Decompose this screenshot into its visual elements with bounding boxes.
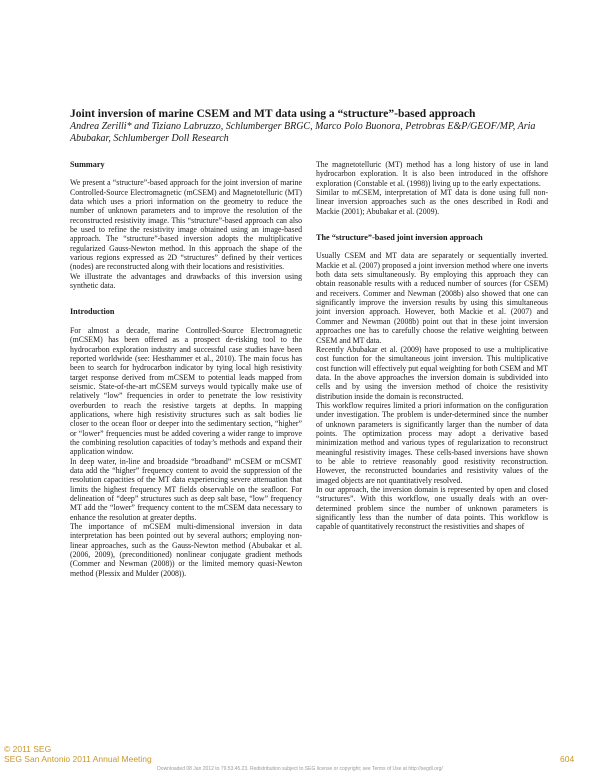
introduction-paragraph-3: The importance of mCSEM multi-dimensional inversion in data interpretation has been pointed out by several authors; employing non-linear approaches, such as the Gauss-Newton method (Abubakar et al. (2006, 2009), (preconditioned) nonlinear conjugate gradient methods (Commer and Newman (2008)) or the limited memory quasi-Newton method (Plessix and Mulder (2008)). bbox=[70, 522, 302, 578]
structure-paragraph-4: In our approach, the inversion domain is represented by open and closed “structures”. With this workflow, one usually deals with an over-determined problem since the number of unknown parameters is significantly less than the number of data points. This workflow is capable of quantitatively reconstruct the resistivities and shapes of bbox=[316, 485, 548, 532]
meeting-name: SEG San Antonio 2011 Annual Meeting bbox=[4, 754, 152, 764]
page-number: 604 bbox=[560, 754, 575, 764]
introduction-paragraph-5: Similar to mCSEM, interpretation of MT data is done using full non-linear inversion approaches such as the ones described in Rodi and Mackie (2001); Abubakar et al. (2009). bbox=[316, 188, 548, 216]
structure-paragraph-3: This workflow requires limited a priori information on the configuration under investigation. The problem is under-determined since the number of unknown parameters is significantly larger than the number of data points. The optimization process may adopt a derivative based minimization method and various types of regularization to reconstruct meaningful resistivity images. These cells-based inversions have shown to be able to retrieve reasonably good resistivity reconstruction. However, the reconstructed boundaries and resistivity values of the imaged objects are not quantitatively resolved. bbox=[316, 400, 548, 485]
summary-paragraph-1: We present a “structure”-based approach for the joint inversion of marine Controlled-Source Electromagnetic (mCSEM) and Magnetotelluric (MT) data which uses a priori information on the geometry to reduce the number of unknown parameters and to improve the resolution of the reconstructed resistivity image. This “structure”-based approach can also be used to refine the resistivity image obtained using an image-based approach. The “structure”-based inversion adopts the multiplicative regularized Gauss-Newton method. In this approach the shape of the various regions expressed as 2D “structures” defined by their vertices (nodes) are reconstructed along with their locations and resistivities. bbox=[70, 178, 302, 272]
right-column bbox=[316, 160, 548, 532]
summary-paragraph-2: We illustrate the advantages and drawbacks of this inversion using synthetic data. bbox=[70, 271, 302, 291]
left-column bbox=[70, 160, 302, 578]
structure-section-heading: The “structure”-based joint inversion approach bbox=[316, 233, 483, 243]
introduction-paragraph-4: The magnetotelluric (MT) method has a long history of use in land hydrocarbon exploration. It is also been introduced in the offshore exploration (Constable et al. (1998)) living up to the early expectations. bbox=[316, 160, 548, 188]
introduction-paragraph-1: For almost a decade, marine Controlled-Source Electromagnetic (mCSEM) has been offered as a prospect de-risking tool to the hydrocarbon exploration industry and successful case studies have been reported worldwide (see: Hesthammer et al., 2010). The main focus has been to search for hydrocarbon indicator by tying local high resistivity target response derived from mCSEM to potential leads mapped from seismic. State-of-the-art mCSEM surveys would typically make use of relatively “low” frequencies in order to penetrate the low resistivity overburden to reach the resistive targets at depths. In mapping applications, where high resistivity structures such as salt bodies lie closer to the ocean floor or deeper into the sedimentary section, “higher” or “lower” frequencies must be added covering a wider range to improve the combining resolution capacities of today’s methods and expand their application window. bbox=[70, 325, 302, 457]
structure-paragraph-1: Usually CSEM and MT data are separately or sequentially inverted. Mackie et al. (2007) proposed a joint inversion method where one inverts both data sets simultaneously. By employing this approach they can obtain reasonable results with a reduced number of sources (for CSEM) and receivers. Commer and Newman (2008b) also showed that one can significantly improve the inversion results by using this simultaneous joint inversion approach. However, both Mackie et al. (2007) and Commer and Newman (2008b) point out that in these joint inversion approaches one has to carefully choose the relative weighting between CSEM and MT data. bbox=[316, 251, 548, 345]
paper-title: Joint inversion of marine CSEM and MT data using a “structure”-based approach bbox=[70, 108, 476, 120]
structure-paragraph-2: Recently Abubakar et al. (2009) have proposed to use a multiplicative cost function for the simultaneous joint inversion. This multiplicative cost function will effectively put equal weighting for both CSEM and MT data. In the above approaches the inversion domain is subdivided into cells and by using the inversion method of choice the resistivity distribution inside the domain is reconstructed. bbox=[316, 344, 548, 401]
summary-heading: Summary bbox=[70, 160, 105, 169]
copyright-notice: © 2011 SEG bbox=[4, 744, 52, 754]
introduction-heading: Introduction bbox=[70, 307, 115, 317]
page-footer bbox=[4, 744, 152, 764]
author-list: Andrea Zerilli* and Tiziano Labruzzo, Schlumberger BRGC, Marco Polo Buonora, Petrobras E&P/GEOF/MP, Aria Abubakar, Schlumberger Doll Research bbox=[70, 121, 536, 144]
download-notice: Downloaded 08 Jan 2012 to 79.53.45.23. Redistribution subject to SEG license or copyright; see Terms of Use at http://segdl.org/ bbox=[157, 766, 443, 772]
introduction-paragraph-2: In deep water, in-line and broadside “broadband” mCSEM or mCSMT data add the “higher” frequency content to avoid the suppression of the resolution capacities of the MT data experiencing severe attenuation that limits the highest frequency MT fields observable on the seafloor. For delineation of “deep” structures such as deep salt base, “low” frequency MT add the “lower” frequency content to the mCSEM data necessary to enhance the resolution at greater depths. bbox=[70, 456, 302, 522]
